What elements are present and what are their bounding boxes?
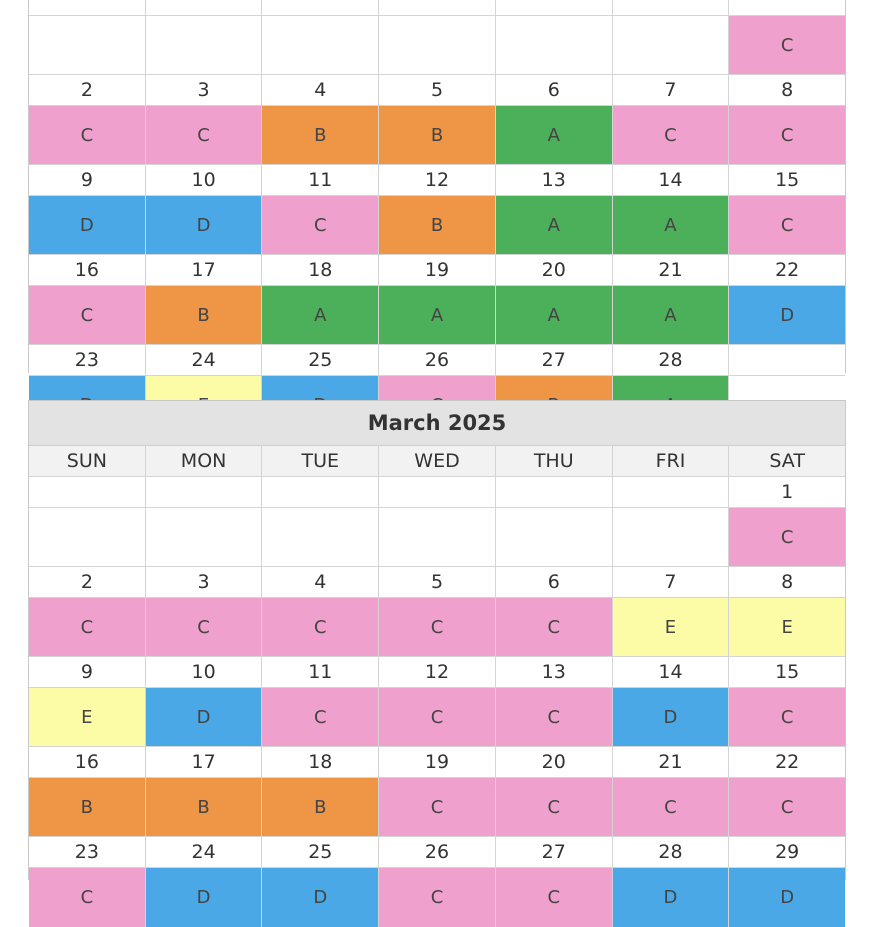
day-code-cell[interactable] xyxy=(29,508,146,567)
day-code-cell[interactable]: A xyxy=(613,196,730,255)
day-number: 23 xyxy=(29,837,146,868)
calendar-march xyxy=(28,400,846,908)
day-number: 19 xyxy=(379,255,496,286)
day-code-cell[interactable]: C xyxy=(379,868,496,927)
day-number xyxy=(496,0,613,16)
month-title: March 2025 xyxy=(29,401,845,446)
day-code-cell[interactable]: A xyxy=(496,106,613,165)
day-number xyxy=(613,477,730,508)
day-code-cell[interactable]: D xyxy=(613,688,730,747)
weekday-header: TUE xyxy=(262,446,379,477)
day-number xyxy=(146,477,263,508)
day-number: 21 xyxy=(613,747,730,778)
day-code-cell[interactable]: E xyxy=(613,598,730,657)
day-number: 7 xyxy=(613,75,730,106)
day-number: 16 xyxy=(29,747,146,778)
day-number-row xyxy=(29,477,845,508)
day-code-cell[interactable]: C xyxy=(613,778,730,837)
day-code-cell[interactable]: C xyxy=(496,598,613,657)
day-code-row xyxy=(29,688,845,747)
day-number: 1 xyxy=(729,477,845,508)
day-number: 10 xyxy=(146,657,263,688)
day-code-cell[interactable]: C xyxy=(729,778,845,837)
day-number: 20 xyxy=(496,255,613,286)
day-code-cell[interactable]: C xyxy=(729,16,845,75)
day-number: 9 xyxy=(29,657,146,688)
weekday-header: FRI xyxy=(613,446,730,477)
day-code-row xyxy=(29,778,845,837)
day-code-cell[interactable]: C xyxy=(729,508,845,567)
day-number: 11 xyxy=(262,657,379,688)
day-number xyxy=(613,0,730,16)
day-code-cell[interactable]: D xyxy=(146,196,263,255)
day-code-cell[interactable]: C xyxy=(146,106,263,165)
day-code-row xyxy=(29,868,845,927)
day-code-cell[interactable]: B xyxy=(146,778,263,837)
day-number: 12 xyxy=(379,657,496,688)
day-number-row xyxy=(29,255,845,286)
day-number: 19 xyxy=(379,747,496,778)
weekday-header: THU xyxy=(496,446,613,477)
day-number-row xyxy=(29,345,845,376)
day-number: 28 xyxy=(613,837,730,868)
day-number: 26 xyxy=(379,837,496,868)
calendar-week xyxy=(29,657,845,747)
day-number: 27 xyxy=(496,837,613,868)
weekday-header: MON xyxy=(146,446,263,477)
day-number: 25 xyxy=(262,837,379,868)
day-code-cell[interactable]: C xyxy=(496,688,613,747)
day-number: 15 xyxy=(729,165,845,196)
day-number: 18 xyxy=(262,747,379,778)
day-code-cell[interactable] xyxy=(146,16,263,75)
day-code-cell[interactable] xyxy=(262,16,379,75)
day-number: 3 xyxy=(146,75,263,106)
day-code-cell[interactable]: B xyxy=(379,196,496,255)
day-number: 7 xyxy=(613,567,730,598)
day-number: 8 xyxy=(729,567,845,598)
day-number: 23 xyxy=(29,345,146,376)
day-code-cell[interactable]: C xyxy=(613,106,730,165)
day-number: 17 xyxy=(146,255,263,286)
day-code-cell[interactable]: E xyxy=(29,688,146,747)
day-number: 9 xyxy=(29,165,146,196)
day-number: 6 xyxy=(496,75,613,106)
day-number-row xyxy=(29,567,845,598)
day-code-cell[interactable]: C xyxy=(29,868,146,927)
day-number-row xyxy=(29,747,845,778)
calendar-week xyxy=(29,477,845,567)
day-code-cell[interactable]: C xyxy=(262,598,379,657)
day-number: 15 xyxy=(729,657,845,688)
day-code-cell[interactable]: C xyxy=(262,688,379,747)
day-number: 14 xyxy=(613,165,730,196)
day-code-cell[interactable]: D xyxy=(613,868,730,927)
day-code-cell[interactable]: E xyxy=(729,598,845,657)
day-number xyxy=(29,477,146,508)
day-number xyxy=(379,0,496,16)
day-number: 2 xyxy=(29,75,146,106)
day-code-cell[interactable]: C xyxy=(379,778,496,837)
day-code-cell[interactable]: A xyxy=(496,196,613,255)
day-code-cell[interactable] xyxy=(613,508,730,567)
calendar-week xyxy=(29,837,845,927)
day-number-row xyxy=(29,837,845,868)
day-code-cell[interactable]: C xyxy=(729,196,845,255)
day-code-row xyxy=(29,106,845,165)
day-code-cell[interactable]: D xyxy=(146,688,263,747)
day-number: 13 xyxy=(496,657,613,688)
day-number-row xyxy=(29,0,845,16)
day-number xyxy=(379,477,496,508)
day-number: 4 xyxy=(262,567,379,598)
day-number: 5 xyxy=(379,567,496,598)
day-code-row xyxy=(29,508,845,567)
day-code-row xyxy=(29,16,845,75)
day-code-cell[interactable]: C xyxy=(146,598,263,657)
day-code-cell[interactable]: B xyxy=(379,106,496,165)
day-number: 24 xyxy=(146,837,263,868)
day-number: 14 xyxy=(613,657,730,688)
calendar-week xyxy=(29,567,845,657)
day-number xyxy=(729,0,845,16)
weekday-header-row xyxy=(29,446,845,477)
day-number xyxy=(262,0,379,16)
day-number xyxy=(146,0,263,16)
day-code-cell[interactable]: D xyxy=(146,868,263,927)
calendar-week xyxy=(29,75,845,165)
day-code-cell[interactable] xyxy=(262,508,379,567)
day-code-row xyxy=(29,286,845,345)
day-number xyxy=(29,0,146,16)
day-code-cell[interactable]: D xyxy=(29,196,146,255)
day-code-row xyxy=(29,598,845,657)
day-number: 4 xyxy=(262,75,379,106)
day-number: 29 xyxy=(729,837,845,868)
day-number: 10 xyxy=(146,165,263,196)
day-code-cell[interactable] xyxy=(29,16,146,75)
day-number: 18 xyxy=(262,255,379,286)
day-code-cell[interactable]: C xyxy=(29,598,146,657)
day-number: 3 xyxy=(146,567,263,598)
calendar-week xyxy=(29,255,845,345)
day-code-cell[interactable]: A xyxy=(262,286,379,345)
calendar-week xyxy=(29,747,845,837)
day-code-cell[interactable]: B xyxy=(262,106,379,165)
day-number: 21 xyxy=(613,255,730,286)
day-number: 25 xyxy=(262,345,379,376)
day-number: 12 xyxy=(379,165,496,196)
day-code-cell[interactable]: C xyxy=(496,778,613,837)
day-code-cell[interactable]: D xyxy=(729,868,845,927)
day-code-cell[interactable] xyxy=(496,508,613,567)
day-number: 20 xyxy=(496,747,613,778)
day-number: 24 xyxy=(146,345,263,376)
day-number-row xyxy=(29,75,845,106)
calendar-february xyxy=(28,0,846,373)
day-code-cell[interactable] xyxy=(613,16,730,75)
day-code-cell[interactable]: A xyxy=(496,286,613,345)
day-number-row xyxy=(29,657,845,688)
day-code-cell[interactable]: C xyxy=(729,106,845,165)
day-number: 6 xyxy=(496,567,613,598)
day-number: 22 xyxy=(729,747,845,778)
day-code-cell[interactable]: B xyxy=(262,778,379,837)
day-code-cell[interactable] xyxy=(379,16,496,75)
day-number: 22 xyxy=(729,255,845,286)
day-code-cell[interactable]: A xyxy=(379,286,496,345)
calendar-week xyxy=(29,165,845,255)
day-number: 26 xyxy=(379,345,496,376)
day-code-cell[interactable]: C xyxy=(379,688,496,747)
weekday-header: WED xyxy=(379,446,496,477)
day-code-cell[interactable]: C xyxy=(29,286,146,345)
march-weeks xyxy=(29,477,845,927)
day-code-cell[interactable]: D xyxy=(729,286,845,345)
day-number: 11 xyxy=(262,165,379,196)
day-code-cell[interactable]: B xyxy=(29,778,146,837)
weekday-header: SAT xyxy=(729,446,845,477)
day-code-cell[interactable]: C xyxy=(29,106,146,165)
day-code-cell[interactable]: C xyxy=(262,196,379,255)
day-code-cell[interactable]: C xyxy=(496,868,613,927)
day-code-cell[interactable]: A xyxy=(613,286,730,345)
day-number xyxy=(729,345,845,376)
day-code-cell[interactable] xyxy=(146,508,263,567)
day-code-cell[interactable]: C xyxy=(729,688,845,747)
day-number: 16 xyxy=(29,255,146,286)
day-number: 27 xyxy=(496,345,613,376)
day-number: 13 xyxy=(496,165,613,196)
day-code-cell[interactable]: D xyxy=(262,868,379,927)
day-code-cell[interactable] xyxy=(496,16,613,75)
calendar-week xyxy=(29,0,845,75)
day-code-cell[interactable]: C xyxy=(379,598,496,657)
day-number: 28 xyxy=(613,345,730,376)
day-code-row xyxy=(29,196,845,255)
day-number: 2 xyxy=(29,567,146,598)
day-number: 5 xyxy=(379,75,496,106)
day-number xyxy=(496,477,613,508)
february-weeks xyxy=(29,0,845,435)
weekday-header: SUN xyxy=(29,446,146,477)
day-number-row xyxy=(29,165,845,196)
day-code-cell[interactable] xyxy=(379,508,496,567)
day-number: 8 xyxy=(729,75,845,106)
day-number xyxy=(262,477,379,508)
day-number: 17 xyxy=(146,747,263,778)
day-code-cell[interactable]: B xyxy=(146,286,263,345)
